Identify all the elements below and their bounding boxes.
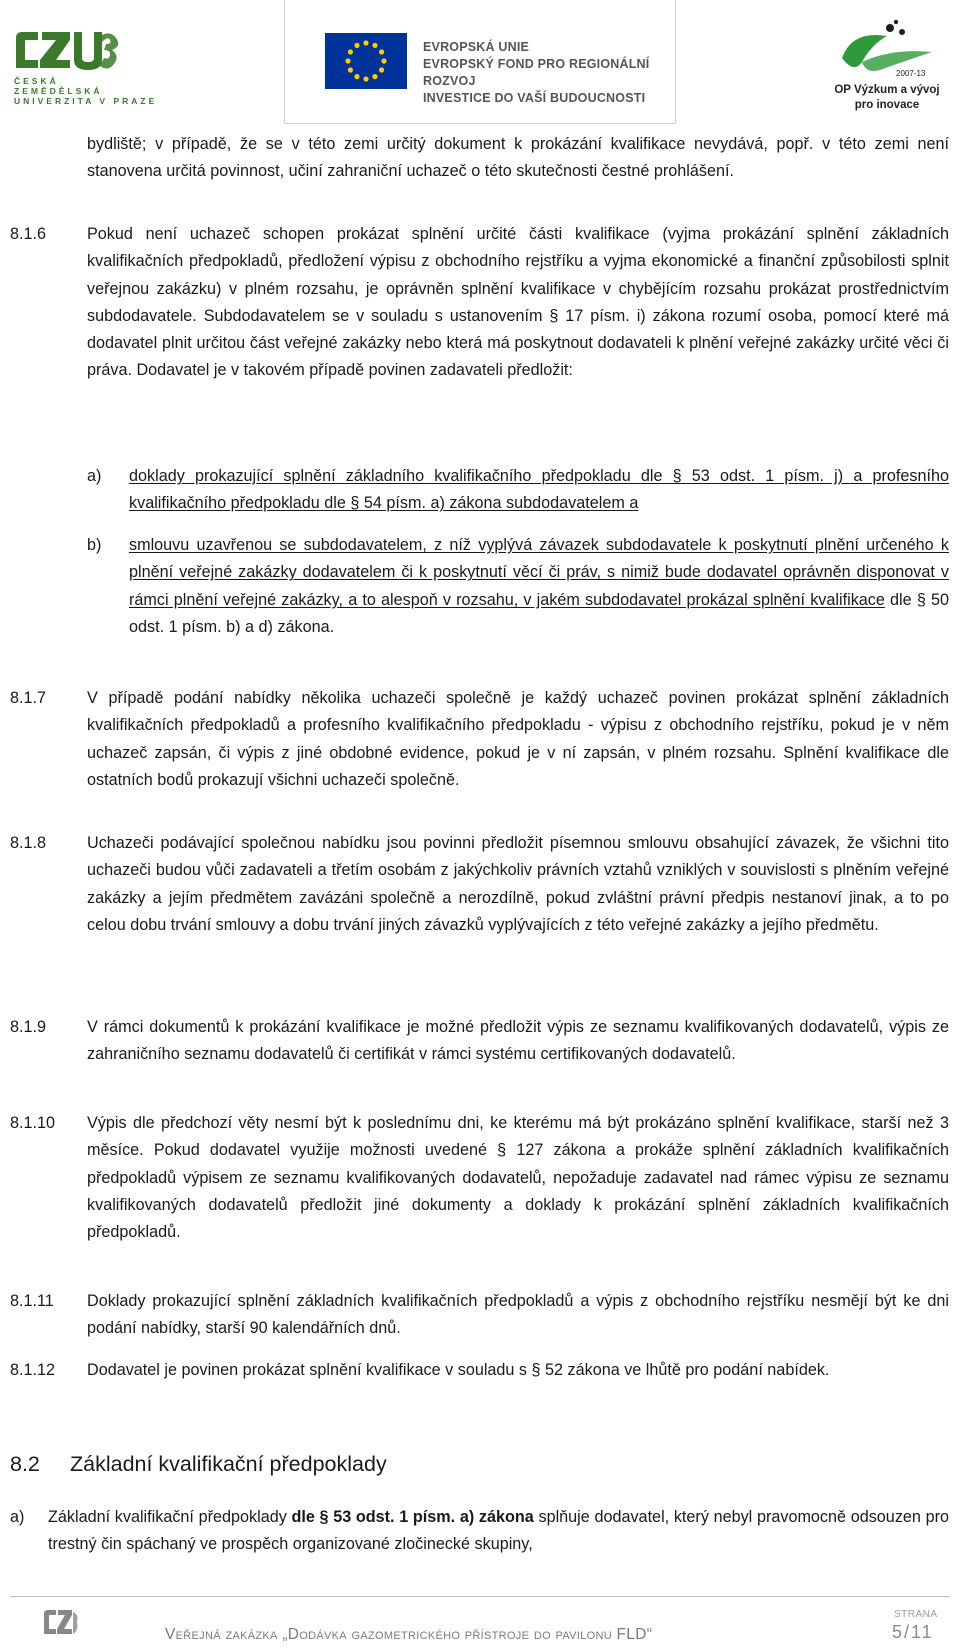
op-name xyxy=(832,83,942,113)
section-8111-text: Doklady prokazující splnění základních kvalifikačních předpokladů a výpis z obchodního rejstříku nesmějí být ke dni podání nabídky, starší 90 kalendářních dnů. xyxy=(87,1292,949,1338)
page-label: STRANA xyxy=(894,1609,938,1620)
item-82a-label: a) xyxy=(10,1508,25,1526)
item-82a-text xyxy=(48,1504,949,1559)
eu-banner xyxy=(284,0,676,124)
section-number-816: 8.1.6 xyxy=(10,225,47,243)
czu-name: ČESKÁ ZEMĚDĚLSKÁ UNIVERZITA V PRAZE xyxy=(14,76,158,106)
section-number-8112: 8.1.12 xyxy=(10,1361,56,1379)
op-years: 2007-13 xyxy=(896,69,926,78)
heading-number: 8.2 xyxy=(10,1452,40,1476)
section-816-text: Pokud není uchazeč schopen prokázat splnění určité části kvalifikace (vyjma prokázání splnění základních kvalifikačních předpokladů, předložení výpisu z obchodního rejstříku a vyjma ekonomické a finanční způsobilosti splnit veřejnou zakázku) v plném rozsahu, je oprávněn splnění kvalifikace v chybějícím rozsahu prokázat prostřednictvím subdodavatele. Subdodavatelem se v souladu s ustanovením § 17 písm. i) zákona rozumí osoba, pomocí které má dodavatel plnit určitou část veřejné zakázky nebo která má poskytnout dodavateli k plnění veřejné zakázky určité věci či práva. Dodavatel je v takovém případě povinen zadavateli předložit: xyxy=(87,225,949,380)
item-82a-post: splňuje dodavatel, který nebyl pravomocně odsouzen pro trestný čin spáchaný ve prospěch organizované zločinecké skupiny, xyxy=(48,1508,949,1554)
section-number-817: 8.1.7 xyxy=(10,689,47,707)
item-82a-bold: dle § 53 odst. 1 písm. a) zákona xyxy=(291,1508,534,1526)
footer-divider xyxy=(10,1596,950,1597)
section-number-8110: 8.1.10 xyxy=(10,1114,56,1132)
item-82a-pre: Základní kvalifikační předpoklady xyxy=(48,1508,292,1526)
item-a-label: a) xyxy=(87,467,102,485)
item-b-rest: dle § 50 odst. 1 písm. b) a d) zákona. xyxy=(129,590,950,636)
eu-line-1: EVROPSKÁ UNIE xyxy=(423,40,530,54)
heading-text: Základní kvalifikační předpoklady xyxy=(70,1452,387,1476)
intro-paragraph: bydliště; v případě, že se v této zemi určitý dokument k prokázání kvalifikace nevydává, popř. v této zemi není stanovena určitá povinnost, učiní zahraniční uchazeč o této skutečnosti čestné prohlášení. xyxy=(87,135,949,181)
section-818-text: Uchazeči podávající společnou nabídku jsou povinni předložit písemnou smlouvu obsahující závazek, že všichni tito uchazeči budou vůči zadavateli a třetím osobám z jakýchkoliv právních vztahů vzniklých v souvislosti s plněním veřejné zakázky a jejím předmětem zavázáni společně a nerozdílně, pokud zvláštní právní předpis nestanoví jinak, a to po celou dobu trvání smlouvy a dobu trvání jiných závazků vyplývajících z této veřejné zakázky a jejího předmětu. xyxy=(87,834,949,934)
eu-line-2: EVROPSKÝ FOND PRO REGIONÁLNÍ ROZVOJ xyxy=(423,57,650,88)
op-swirl-icon xyxy=(832,18,942,80)
op-vavpi-logo xyxy=(832,18,942,118)
footer-czu-icon xyxy=(42,1608,80,1638)
item-b-text xyxy=(129,532,949,641)
section-number-819: 8.1.9 xyxy=(10,1018,47,1036)
section-8110-text: Výpis dle předchozí věty nesmí být k poslednímu dni, ke kterému má být prokázáno splnění kvalifikace, starší než 3 měsíce. Pokud dodavatel využije možnosti uvedené § 127 zákona a prokáže splnění základních kvalifikačních předpokladů výpisem ze seznamu kvalifikovaných dodavatelů, nepožaduje zadavatel nad rámec výpisu ze seznamu kvalifikovaných dodavatelů předložit jiné dokumenty a doklady k prokázání splnění základních kvalifikačních předpokladů. xyxy=(87,1114,949,1242)
op-line-2: pro inovace xyxy=(854,99,920,111)
section-number-8111: 8.1.11 xyxy=(10,1292,54,1310)
eu-text xyxy=(423,39,675,107)
eu-flag-icon xyxy=(325,33,407,89)
section-number-818: 8.1.8 xyxy=(10,834,47,852)
item-a-text: doklady prokazující splnění základního kvalifikačního předpokladu dle § 53 odst. 1 písm. j) a profesního kvalifikačního předpokladu dle § 54 písm. a) zákona subdodavatelem a xyxy=(129,467,949,513)
section-8112-text: Dodavatel je povinen prokázat splnění kvalifikace v souladu s § 52 zákona ve lhůtě pro podání nabídek. xyxy=(87,1361,830,1379)
page-counter: 5/11 xyxy=(892,1622,934,1642)
section-819-text: V rámci dokumentů k prokázání kvalifikace je možné předložit výpis ze seznamu kvalifikovaných dodavatelů, výpis ze zahraničního seznamu dodavatelů či certifikát v rámci systému certifikovaných dodavatelů. xyxy=(87,1018,949,1064)
item-b-label: b) xyxy=(87,536,102,554)
czu-emblem-icon xyxy=(12,28,127,74)
page-header xyxy=(0,0,960,130)
czu-logo xyxy=(12,28,158,108)
eu-line-3: INVESTICE DO VAŠÍ BUDOUCNOSTI xyxy=(423,91,646,105)
op-line-1: OP Výzkum a vývoj xyxy=(834,84,940,96)
item-b-underlined: smlouvu uzavřenou se subdodavatelem, z níž vyplývá závazek subdodavatele k poskytnutí plnění určeného k plnění veřejné zakázky dodavatelem či k poskytnutí věcí či práv, s nimiž bude dodavatel oprávněn disponovat v rámci plnění veřejné zakázky, a to alespoň v rozsahu, v jakém subdodavatel prokázal splnění kvalifikace xyxy=(129,536,949,609)
footer-title: Veřejná zakázka „Dodávka gazometrického přístroje do pavilonu FLD“ xyxy=(165,1626,653,1643)
section-817-text: V případě podání nabídky několika uchazeči společně je každý uchazeč povinen prokázat splnění základních kvalifikačních předpokladů a profesního kvalifikačního předpokladu - výpisu z obchodního rejstříku, pokud je v něm uchazeč zapsán, či výpis z jiné obdobné evidence, pokud je v ní zapsán, v plném rozsahu. Splnění kvalifikace dle ostatních bodů prokazují všichni uchazeči společně. xyxy=(87,689,949,789)
section-heading-82 xyxy=(10,1452,387,1477)
